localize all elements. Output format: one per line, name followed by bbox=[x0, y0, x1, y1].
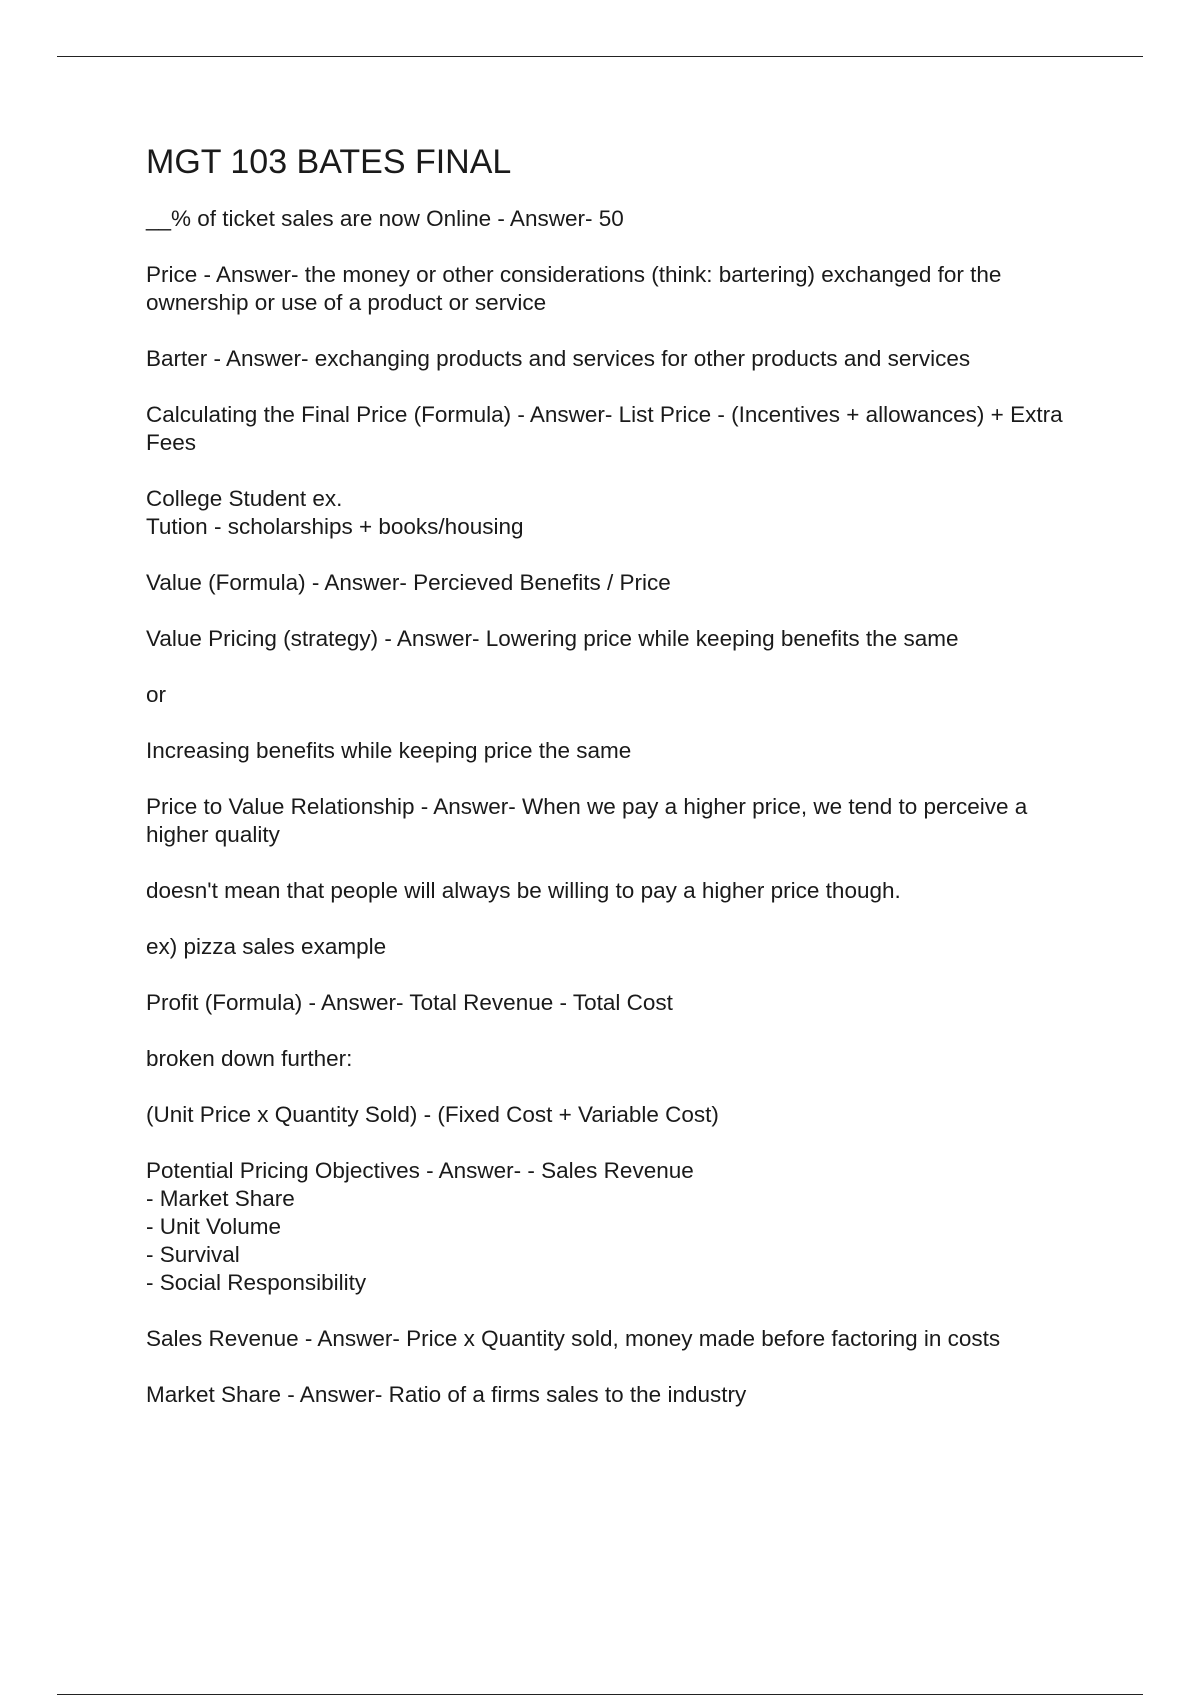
document-title: MGT 103 BATES FINAL bbox=[146, 143, 512, 181]
entry-value-pricing: Value Pricing (strategy) - Answer- Lowering price while keeping benefits the same bbox=[146, 626, 959, 651]
entry-price-value-relationship: Price to Value Relationship - Answer- When we pay a higher price, we tend to perceive a higher quality bbox=[146, 794, 1028, 847]
entry-profit-expanded: (Unit Price x Quantity Sold) - (Fixed Cost + Variable Cost) bbox=[146, 1102, 719, 1127]
entry-college-student-example: College Student ex. Tution - scholarships + books/housing bbox=[146, 486, 524, 539]
entry-higher-price-note: doesn't mean that people will always be willing to pay a higher price though. bbox=[146, 878, 901, 903]
entry-market-share: Market Share - Answer- Ratio of a firms sales to the industry bbox=[146, 1382, 747, 1407]
entry-barter: Barter - Answer- exchanging products and services for other products and services bbox=[146, 346, 971, 371]
top-divider bbox=[57, 56, 1143, 57]
entry-pricing-objectives: Potential Pricing Objectives - Answer- - Sales Revenue - Market Share - Unit Volume - Survival - Social Responsibility bbox=[146, 1158, 694, 1295]
bottom-divider bbox=[57, 1694, 1143, 1695]
entry-value-formula: Value (Formula) - Answer- Percieved Benefits / Price bbox=[146, 570, 671, 595]
entry-pizza-example: ex) pizza sales example bbox=[146, 934, 387, 959]
entry-ticket-sales: __% of ticket sales are now Online - Answer- 50 bbox=[146, 206, 624, 231]
entry-profit-formula: Profit (Formula) - Answer- Total Revenue - Total Cost bbox=[146, 990, 673, 1015]
entry-broken-down: broken down further: bbox=[146, 1046, 353, 1071]
entry-sales-revenue: Sales Revenue - Answer- Price x Quantity sold, money made before factoring in costs bbox=[146, 1326, 1001, 1351]
entry-increasing-benefits: Increasing benefits while keeping price the same bbox=[146, 738, 632, 763]
document-body bbox=[146, 142, 1086, 1437]
entry-final-price-formula: Calculating the Final Price (Formula) - Answer- List Price - (Incentives + allowances) + Extra Fees bbox=[146, 402, 1063, 455]
entry-price: Price - Answer- the money or other considerations (think: bartering) exchanged for the ownership or use of a product or service bbox=[146, 262, 1002, 315]
entry-or: or bbox=[146, 682, 167, 707]
